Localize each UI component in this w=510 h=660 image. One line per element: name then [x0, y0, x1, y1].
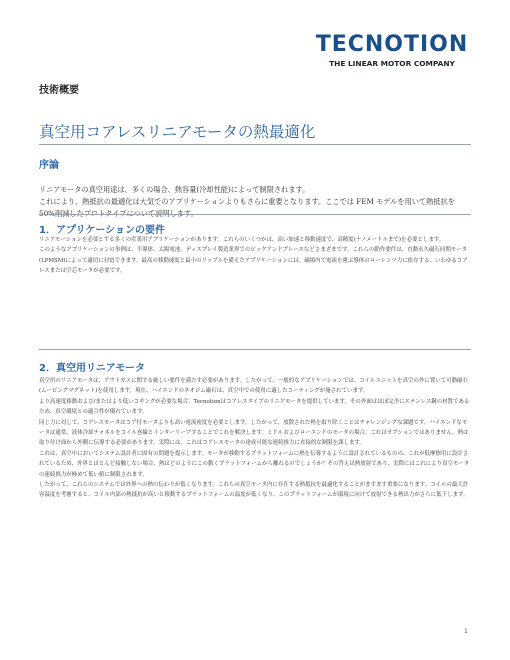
section2-heading: 2．真空用リニアモータ [39, 363, 145, 374]
company-logo [306, 34, 478, 68]
section1-paragraph: リニアモーションを必要とする多くの産業用アプリケーションがあります。これらのいくつかは、高い加速と移動速度で、高精度(ナノメートルまで)を必要とします。 [39, 237, 445, 243]
section2-paragraph: これは、真空中においてシステム設計者に固有の問題を提示します。モータが移動するプラットフォームに熱を伝導するように設計されているものの、これが低摩擦用に設計されているため、外界とほとんど接触しない場合、熱はどのようにこの動くプラットフォームから離れるのでしょうか？その答えは熱放射であり、実際にはこれにより真空モータの連続推力が極めて低い値に制限されます。 [39, 450, 470, 478]
title-divider [39, 144, 471, 145]
section1-body [39, 235, 471, 277]
page-number: 1 [464, 628, 468, 635]
intro-paragraph: これにより、熱抵抗の最適化は大気でのアプリケーションよりもさらに重要となります。ここでは FEM モデルを用いて熱抵抗を 50%削減したプロトタイプについて説明します。 [39, 196, 455, 218]
section1-heading: 1．アプリケーションの要件 [39, 225, 165, 236]
section2-paragraph: したがって、これらのシステムでは外界への熱の伝わりが低くなります。これらの真空モータ内に存在する熱抵抗を最適化することがますます重要になります。コイルの最大許容温度を考慮すると、コイル内部の熱抵抗が高いと移動するプラットフォームの温度が低くなり、このプラットフォームが環境に向けて放射できる熱出力がさらに低下します。 [39, 482, 469, 499]
section2-paragraph: より高速度移動および/またはより低いコギングが必要な場合、Tecnotionはコアレスタイプのリニアモータを提供しています。その外面はほぼ完全にステンレス鋼の材質であるため、真空環境との適合性が優れています。 [39, 398, 470, 416]
section1-paragraph: このようなアプリケーションの事例は、半導体、太陽電池、ディスプレイ製造業界でのピックアンドプレースなどさまざまです。これらの動作要件は、直動永久磁石同期モータ(LPMSM)によって適切に対処できます。最高の移動速度と最小のリップルを備えたアプリケーションには、磁場内で電流を運ぶ導体のローレンツ力に依存する、いわゆるコアレスまたは空芯モータが必要です。 [39, 247, 468, 275]
logo-wordmark: TECNOTION [315, 32, 469, 57]
section2-paragraph: 同じ力に対して、コアレスモータはコア付モータよりも高い電流密度を必要とします。したがって、放散された熱を取り除くことはチャレンジングな課題です。ハイエンドなモータは通常、液体冷却チャネルをコイル巻線とインターリーブすることでこれを解決します。ミドルおよびローエンドのモータの場合、これはオプションではありません。熱は取り付け面から外側に伝導する必要があります。実際には、これはコアレスモータの達成可能な連続推力に直接的な制限を課します。 [39, 419, 469, 447]
section1-divider [39, 349, 471, 350]
intro-heading: 序論 [39, 160, 59, 171]
intro-paragraph: リニアモータの真空用途は、多くの場合、熱容量(冷却性能)によって制限されます。 [39, 185, 310, 194]
logo-tagline: THE LINEAR MOTOR COMPANY [329, 59, 455, 68]
document-type: 技術概要 [39, 85, 79, 96]
page-title: 真空用コアレスリニアモータの熱最適化 [39, 123, 316, 141]
intro-divider [39, 214, 471, 215]
section2-paragraph: 真空用のリニアモータは、アウトガスに関する厳しい要件を満たす必要があります。したがって、一般的なアプリケーションでは、コイルユニットを真空の外に置いて可動磁石(ムービングマグネット)を使用します。現在、ハイエンドのネオジム磁石は、真空中での使用に適したコーティングが施されています。 [39, 378, 468, 395]
section2-body [39, 376, 471, 501]
